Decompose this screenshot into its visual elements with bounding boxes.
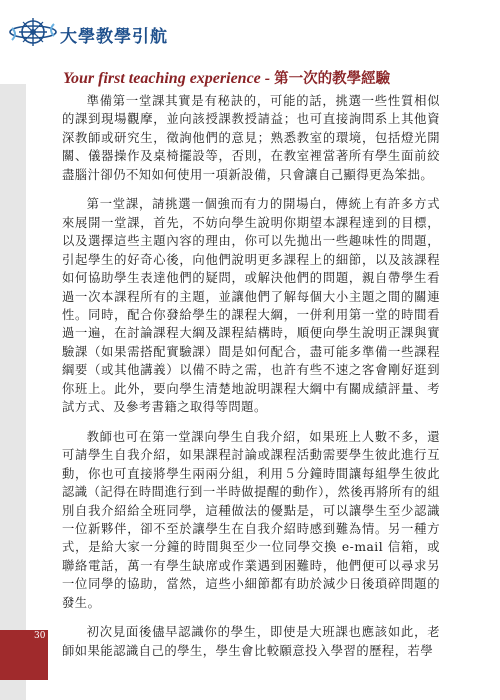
book-title: 大學教學引航 [60, 27, 168, 47]
paragraph: 第一堂課，請挑選一個強而有力的開場白，傳統上有許多方式來展開一堂課，首先，不妨向學生說明你期望本課程達到的目標，以及選擇這些主題內容的理由，你可以先拋出一些趣味性的問題，引起學生的好奇心後，向他們說明更多課程上的細節，以及該課程如何協助學生表達他們的疑問，或解決他們的問題，親自帶學生看過一次本課程所有的主題，並讓他們了解每個大小主題之間的關連性。同時，配合你發給學生的課程大綱，一併利用第一堂的時間看過一遍，在討論課程大綱及課程結構時，順便向學生說明正課與實驗課（如果需搭配實驗課）間是如何配合，盡可能多準備一些課程綱要（或其他講義）以備不時之需，也許有些不速之客會剛好逛到你班上。此外，要向學生清楚地說明課程大綱中有關成績評量、考試方式、及參考書籍之取得等問題。 [62, 197, 440, 415]
page-number: 30 [34, 631, 46, 641]
paragraph: 準備第一堂課其實是有秘訣的，可能的話，挑選一些性質相似的課到現場觀摩，並向該授課教授請益；也可直接詢問系上其他資深教師或研究生，徵詢他們的意見；熟悉教室的環境，包括燈光開關、儀器操作及桌椅擺設等，否則，在教室裡當著所有學生面前絞盡腦汁卻仍不知如何使用一項新設備，只會讓自己顯得更為笨拙。 [62, 94, 440, 182]
section-title-chinese: 第一次的教學經驗 [274, 70, 391, 87]
ship-wheel-icon [8, 14, 58, 50]
paragraph: 教師也可在第一堂課向學生自我介紹，如果班上人數不多，還可請學生自我介紹，如果課程討論或課程活動需要學生彼此進行互動，你也可直接將學生兩兩分組，利用５分鐘時間讓每組學生彼此認識（記得在時間進行到一半時做提醒的動作），然後再將所有的組別自我介紹給全班同學，這種做法的優點是，可以讓學生至少認識一位新夥伴，卻不至於讓學生在自我介紹時感到難為情。另一種方式，是給大家一分鐘的時間與至少一位同學交換 e-mail 信箱，或聯絡電話，萬一有學生缺席或作業遇到困難時，他們便可以尋求另一位同學的協助，當然，這些小細節都有助於減少日後瑣碎問題的發生。 [62, 429, 440, 610]
book-header [8, 14, 208, 50]
paragraph: 初次見面後儘早認識你的學生，即使是大班課也應該如此，老師如果能認識自己的學生，學生會比較願意投入學習的歷程，若學 [62, 625, 440, 658]
body-text [62, 92, 440, 671]
section-title-english: Your first teaching experience - [63, 70, 275, 87]
section-title [63, 67, 483, 88]
page-side-band [0, 84, 26, 700]
